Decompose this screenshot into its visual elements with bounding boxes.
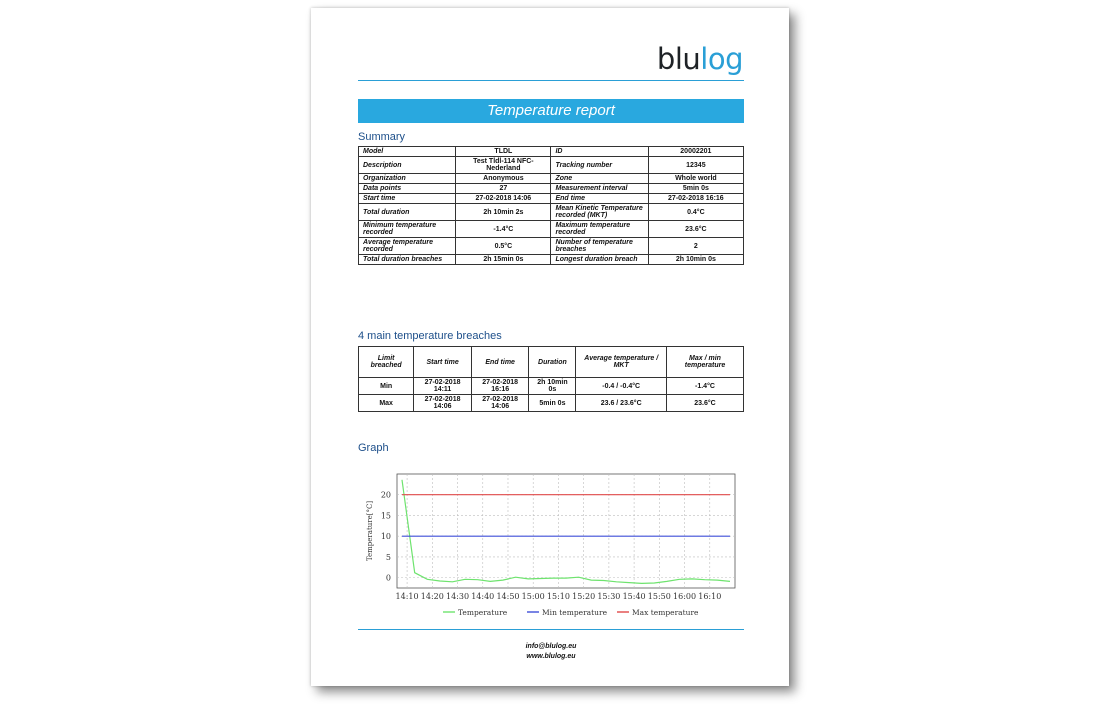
- summary-row: [359, 255, 744, 265]
- summary-row: [359, 194, 744, 204]
- summary-value: 2h 10min 0s: [648, 255, 743, 265]
- x-tick-label: 16:10: [698, 592, 722, 601]
- summary-value: 27-02-2018 14:06: [456, 194, 551, 204]
- temperature-chart: [361, 468, 745, 628]
- summary-label: Data points: [359, 184, 456, 194]
- x-tick-label: 15:20: [572, 592, 596, 601]
- summary-label: Organization: [359, 174, 456, 184]
- summary-value: 23.6°C: [648, 221, 743, 238]
- summary-value: 12345: [648, 157, 743, 174]
- breaches-heading: 4 main temperature breaches: [358, 330, 502, 342]
- y-tick-label: 5: [385, 552, 391, 562]
- breach-cell: 27-02-2018 14:06: [471, 395, 529, 412]
- y-axis-label: Temperature[°C]: [366, 500, 374, 562]
- footer: [358, 642, 744, 662]
- summary-value: 2: [648, 238, 743, 255]
- breach-cell: 2h 10min 0s: [529, 378, 576, 395]
- breach-cell: 27-02-2018 14:11: [414, 378, 472, 395]
- breach-cell: -1.4°C: [666, 378, 743, 395]
- breach-cell: -0.4 / -0.4°C: [576, 378, 667, 395]
- graph-heading: Graph: [358, 442, 389, 454]
- summary-label: Start time: [359, 194, 456, 204]
- summary-label: Measurement interval: [551, 184, 648, 194]
- summary-row: [359, 238, 744, 255]
- summary-label: Tracking number: [551, 157, 648, 174]
- summary-label: Average temperature recorded: [359, 238, 456, 255]
- summary-value: 27: [456, 184, 551, 194]
- summary-row: [359, 157, 744, 174]
- report-title: Temperature report: [358, 99, 744, 123]
- x-tick-label: 14:30: [446, 592, 470, 601]
- breach-column-header: Max / min temperature: [666, 347, 743, 378]
- summary-label: Total duration: [359, 204, 456, 221]
- breach-cell: 23.6 / 23.6°C: [576, 395, 667, 412]
- y-tick-label: 20: [380, 490, 391, 500]
- x-tick-label: 15:10: [546, 592, 570, 601]
- y-tick-label: 10: [380, 532, 391, 542]
- breach-cell: 27-02-2018 16:16: [471, 378, 529, 395]
- summary-value: Anonymous: [456, 174, 551, 184]
- breach-cell: Max: [359, 395, 414, 412]
- y-tick-label: 0: [385, 573, 391, 583]
- legend-label: Max temperature: [632, 608, 699, 617]
- summary-row: [359, 174, 744, 184]
- summary-value: 2h 15min 0s: [456, 255, 551, 265]
- footer-website[interactable]: www.blulog.eu: [526, 653, 576, 660]
- summary-label: Maximum temperature recorded: [551, 221, 648, 238]
- summary-label: Longest duration breach: [551, 255, 648, 265]
- summary-value: TLDL: [456, 147, 551, 157]
- summary-value: 27-02-2018 16:16: [648, 194, 743, 204]
- legend-label: Min temperature: [542, 608, 608, 617]
- breach-row: [359, 395, 744, 412]
- summary-label: Minimum temperature recorded: [359, 221, 456, 238]
- breach-cell: 23.6°C: [666, 395, 743, 412]
- x-tick-label: 14:20: [420, 592, 444, 601]
- summary-label: Total duration breaches: [359, 255, 456, 265]
- summary-label: Number of temperature breaches: [551, 238, 648, 255]
- footer-divider: [358, 629, 744, 630]
- summary-label: Model: [359, 147, 456, 157]
- breach-cell: 5min 0s: [529, 395, 576, 412]
- x-tick-label: 15:00: [521, 592, 545, 601]
- header-divider: [358, 80, 744, 81]
- y-tick-label: 15: [380, 511, 391, 521]
- x-tick-label: 15:50: [647, 592, 671, 601]
- summary-row: [359, 184, 744, 194]
- x-tick-label: 14:50: [496, 592, 520, 601]
- summary-value: 20002201: [648, 147, 743, 157]
- x-tick-label: 14:10: [395, 592, 419, 601]
- breach-cell: 27-02-2018 14:06: [414, 395, 472, 412]
- summary-label: ID: [551, 147, 648, 157]
- summary-label: End time: [551, 194, 648, 204]
- breach-column-header: Limit breached: [359, 347, 414, 378]
- blulog-logo: blulog: [656, 42, 743, 76]
- breach-column-header: End time: [471, 347, 529, 378]
- breach-column-header: Start time: [414, 347, 472, 378]
- summary-label: Mean Kinetic Temperature recorded (MKT): [551, 204, 648, 221]
- breach-column-header: Average temperature / MKT: [576, 347, 667, 378]
- x-tick-label: 16:00: [673, 592, 697, 601]
- summary-value: Test Tldl-114 NFC-Nederland: [456, 157, 551, 174]
- x-tick-label: 15:40: [622, 592, 646, 601]
- x-tick-label: 15:30: [597, 592, 621, 601]
- summary-value: 2h 10min 2s: [456, 204, 551, 221]
- summary-row: [359, 204, 744, 221]
- x-tick-label: 14:40: [471, 592, 495, 601]
- breach-row: [359, 378, 744, 395]
- summary-row: [359, 221, 744, 238]
- breaches-table: [358, 346, 744, 412]
- summary-value: -1.4°C: [456, 221, 551, 238]
- summary-label: Zone: [551, 174, 648, 184]
- breach-cell: Min: [359, 378, 414, 395]
- summary-heading: Summary: [358, 131, 406, 143]
- summary-table: [358, 146, 744, 265]
- summary-value: 0.5°C: [456, 238, 551, 255]
- footer-email[interactable]: info@blulog.eu: [525, 643, 577, 650]
- report-page: [311, 8, 789, 686]
- summary-label: Description: [359, 157, 456, 174]
- summary-row: [359, 147, 744, 157]
- legend-label: Temperature: [458, 608, 508, 617]
- breach-column-header: Duration: [529, 347, 576, 378]
- summary-value: 5min 0s: [648, 184, 743, 194]
- summary-value: 0.4°C: [648, 204, 743, 221]
- summary-value: Whole world: [648, 174, 743, 184]
